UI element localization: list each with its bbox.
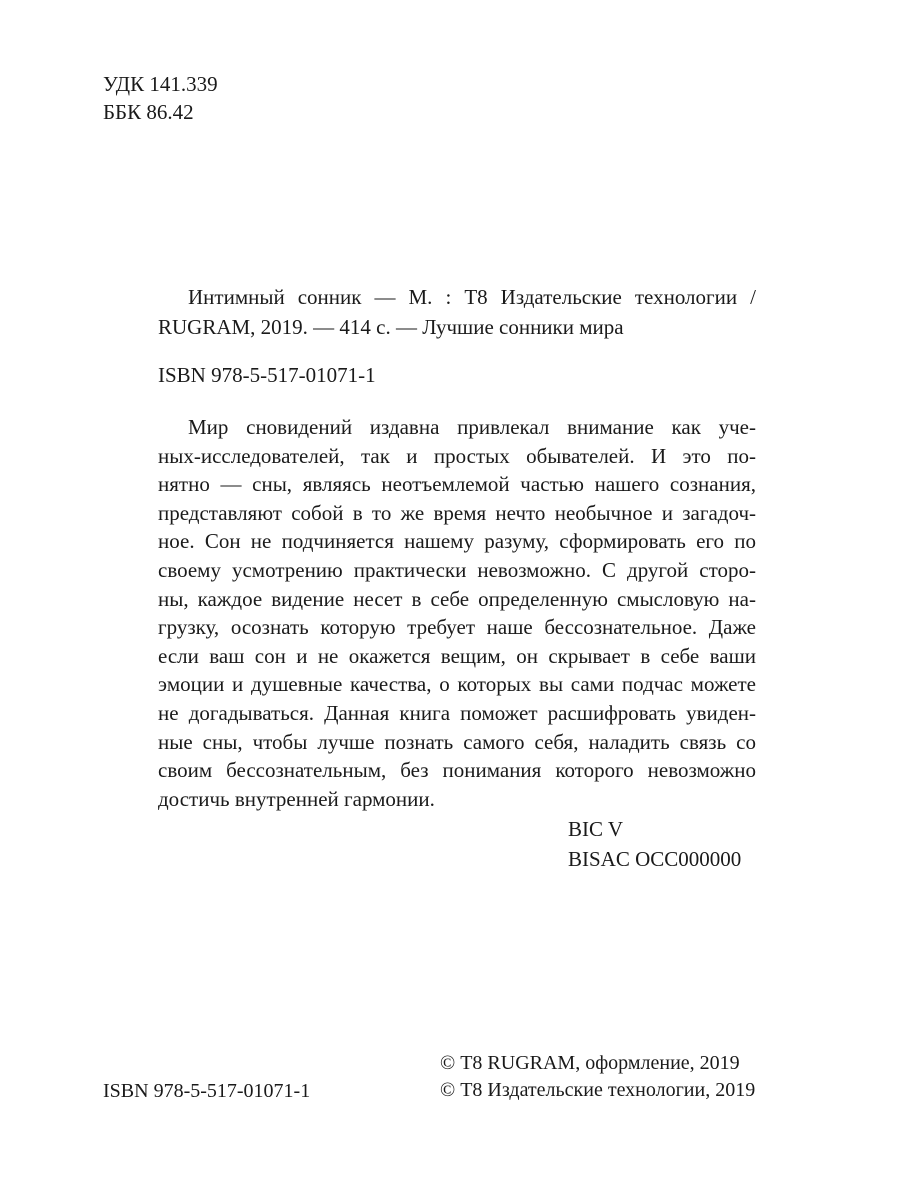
abstract-line: не догадываться. Данная книга поможет расшифровать увиден- [158,700,756,725]
isbn-main: ISBN 978-5-517-01071-1 [158,363,376,387]
bbk-code: ББК 86.42 [103,100,194,124]
classification-codes [103,70,218,126]
abstract-line: ны, каждое видение несет в себе определенную смысловую на- [158,586,756,611]
abstract-line: своим бессознательным, без понимания которого невозможно [158,758,756,783]
abstract-line: достичь внутренней гармонии. [158,786,435,811]
bisac-code: BISAC OCC000000 [568,847,742,871]
abstract-line: ное. Сон не подчиняется нашему разуму, сформировать его по [158,529,756,554]
bibliographic-line-1: Интимный сонник — М. : Т8 Издательские технологии / [188,285,756,309]
isbn-bottom: ISBN 978-5-517-01071-1 [103,1080,311,1102]
abstract-line: эмоции и душевные качества, о которых вы сами подчас можете [158,672,756,697]
copyright-block [440,1050,755,1104]
bibliographic-record [158,282,756,342]
subject-codes [568,814,741,874]
bic-code: BIC V [568,817,624,841]
copyright-line-2: © Т8 Издательские технологии, 2019 [440,1079,756,1101]
abstract-line: ных-исследователей, так и простых обывателей. И это по- [158,443,756,468]
abstract-line: нятно — сны, являясь неотъемлемой частью нашего сознания, [158,472,756,497]
abstract-line: грузку, осознать которую требует наше бессознательное. Даже [158,615,756,640]
udk-code: УДК 141.339 [103,72,218,96]
abstract-line: своему усмотрению практически невозможно. С другой сторо- [158,557,756,582]
abstract-line: ные сны, чтобы лучше познать самого себя, наладить связь со [158,729,756,754]
abstract [158,413,756,813]
abstract-line: Мир сновидений издавна привлекал внимание как уче- [188,415,756,439]
bibliographic-line-2: RUGRAM, 2019. — 414 с. — Лучшие сонники мира [158,315,624,339]
copyright-line-1: © Т8 RUGRAM, оформление, 2019 [440,1052,740,1074]
abstract-line: представляют собой в то же время нечто необычное и загадоч- [158,500,756,525]
abstract-line: если ваш сон и не окажется вещим, он скрывает в себе ваши [158,643,756,668]
